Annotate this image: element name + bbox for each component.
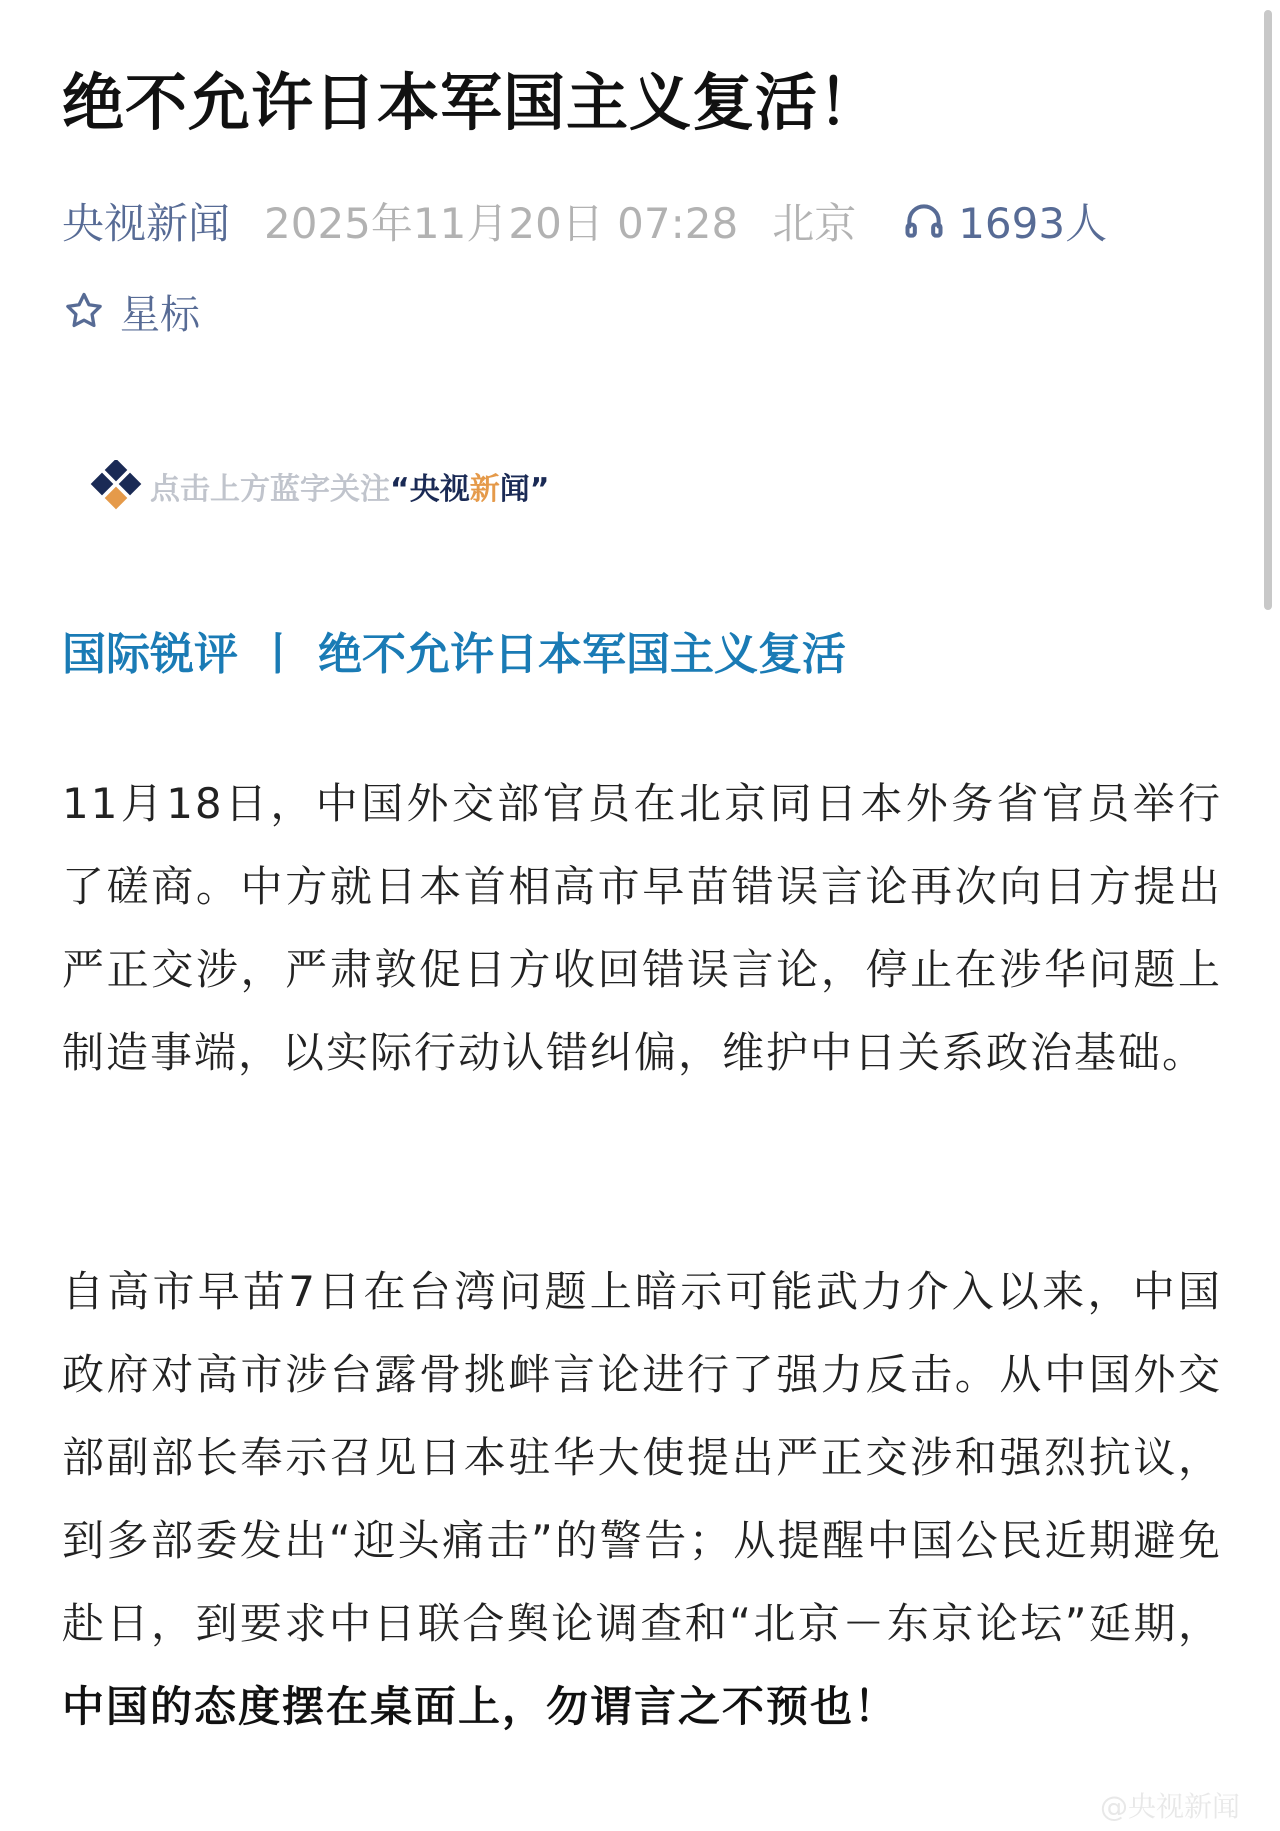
headphones-icon	[902, 199, 946, 243]
publish-date: 2025年11月20日 07:28	[264, 199, 739, 248]
page-scrollbar[interactable]	[1264, 10, 1272, 610]
follow-account-part2: 闻”	[499, 472, 550, 507]
star-outline-icon	[62, 289, 106, 333]
follow-account-part1: “央视	[390, 472, 470, 507]
section-heading-separator: 丨	[256, 629, 300, 680]
follow-prompt: 点击上方蓝字关注	[150, 472, 390, 507]
article-meta	[62, 192, 1107, 250]
source-account-link[interactable]: 央视新闻	[62, 199, 231, 248]
section-heading-title: 绝不允许日本军国主义复活	[318, 629, 846, 680]
section-heading	[62, 620, 846, 680]
article-title: 绝不允许日本军国主义复活！	[62, 66, 882, 139]
listen-count: 1693人	[958, 199, 1108, 248]
article-paragraph-2-bold: 中国的态度摆在桌面上，勿谓言之不预也！	[62, 1682, 899, 1731]
article-paragraph-1: 11月18日，中国外交部官员在北京同日本外务省官员举行了磋商。中方就日本首相高市早苗错误言论再次向日方提出严正交涉，严肃敦促日方收回错误言论，停止在涉华问题上制造事端，以实际行动认错纠偏，维护中日关系政治基础。	[62, 779, 1222, 1077]
listen-button[interactable]	[902, 191, 1107, 251]
cctv-diamond-logo	[90, 460, 142, 512]
follow-account-highlight: 新	[469, 472, 500, 507]
follow-banner[interactable]	[90, 458, 549, 514]
article-paragraph-2	[62, 1250, 1222, 1748]
star-button[interactable]	[62, 285, 200, 337]
section-heading-column: 国际锐评	[62, 629, 238, 680]
publish-location: 北京	[772, 199, 857, 248]
star-label: 星标	[120, 291, 200, 338]
watermark: @央视新闻	[1099, 1790, 1240, 1823]
article-paragraph-2-text: 自高市早苗7日在台湾问题上暗示可能武力介入以来，中国政府对高市涉台露骨挑衅言论进行了强力反击。从中国外交部副部长奉示召见日本驻华大使提出严正交涉和强烈抗议，到多部委发出“迎头痛击”的警告；从提醒中国公民近期避免赴日，到要求中日联合舆论调查和“北京－东京论坛”延期，	[62, 1267, 1222, 1648]
